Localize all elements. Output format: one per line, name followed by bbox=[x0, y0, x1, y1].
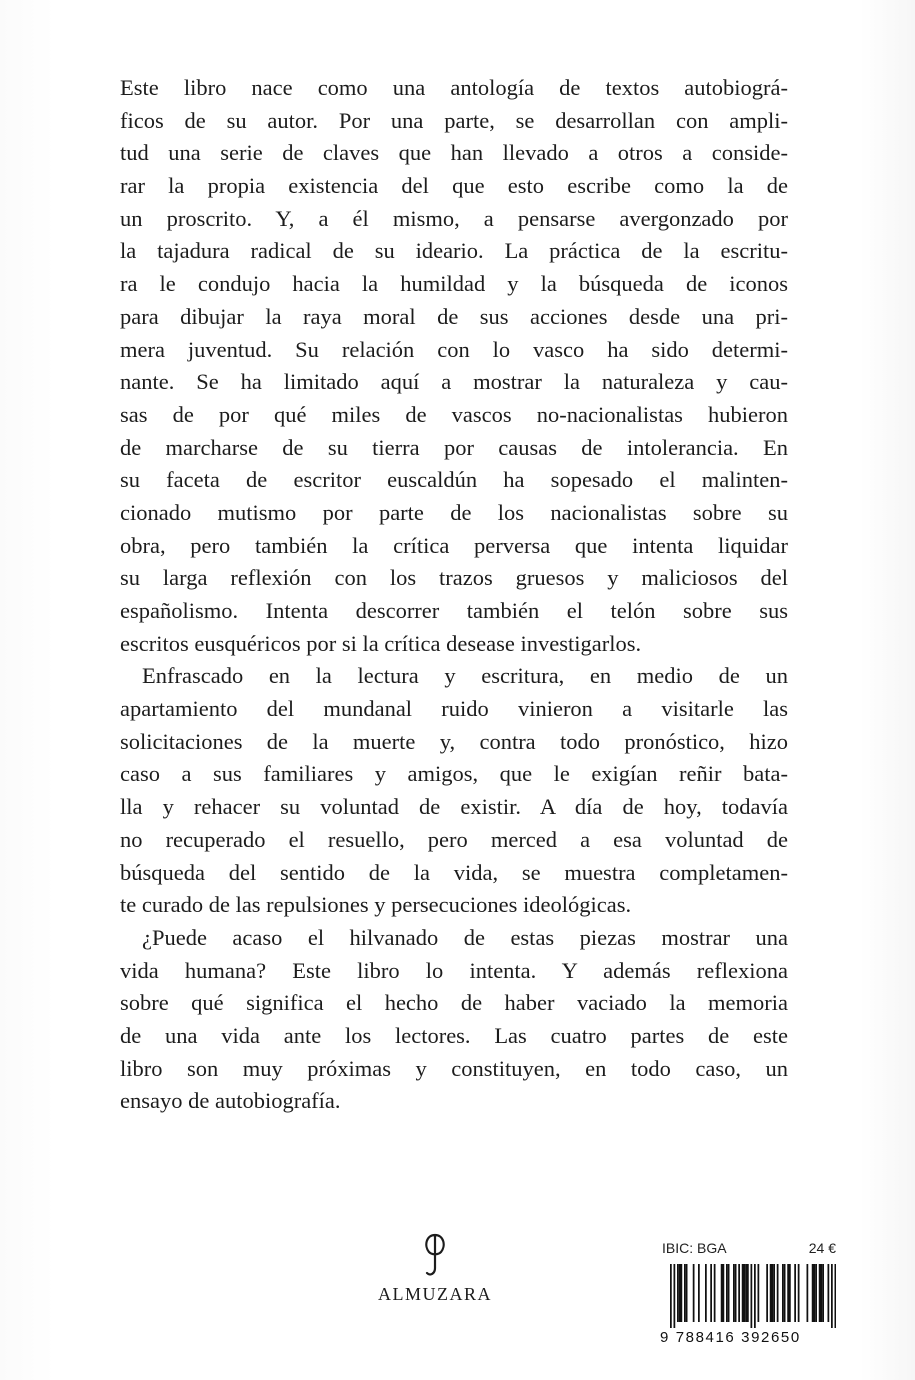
barcode-bar bbox=[745, 1264, 747, 1322]
publisher-name: ALMUZARA bbox=[378, 1284, 492, 1304]
blurb-line: apartamiento del mundanal ruido vinieron a visitarle las bbox=[120, 696, 788, 722]
blurb-line: Enfrascado en la lectura y escritura, en medio de un bbox=[142, 663, 788, 689]
blurb-line: caso a sus familiares y amigos, que le exigían reñir bata- bbox=[120, 761, 788, 787]
barcode-bar bbox=[728, 1264, 730, 1322]
barcode-bar bbox=[679, 1264, 681, 1322]
blurb-line: su faceta de escritor euscaldún ha sopesado el malinten- bbox=[120, 467, 788, 493]
blurb-line: ¿Puede acaso el hilvanado de estas piezas mostrar una bbox=[142, 924, 788, 950]
barcode-bar bbox=[681, 1264, 683, 1322]
barcode-bar bbox=[770, 1264, 772, 1322]
blurb-line: lla y rehacer su voluntad de existir. A día de hoy, todavía bbox=[120, 794, 788, 820]
barcode-header bbox=[660, 1238, 840, 1258]
barcode-bar bbox=[705, 1264, 707, 1322]
barcode-bar bbox=[758, 1264, 760, 1322]
barcode-bar bbox=[822, 1264, 824, 1322]
blurb-line: te curado de las repulsiones y persecuciones ideológicas. bbox=[120, 892, 632, 918]
barcode-bar bbox=[819, 1264, 821, 1322]
isbn-barcode bbox=[660, 1238, 840, 1348]
blurb-line: vida humana? Este libro lo intenta. Y además reflexiona bbox=[120, 957, 788, 983]
blurb-line: un proscrito. Y, a él mismo, a pensarse avergonzado por bbox=[120, 205, 788, 231]
barcode-bar bbox=[772, 1264, 774, 1322]
blurb-line: sobre qué significa el hecho de haber vaciado la memoria bbox=[120, 990, 788, 1016]
barcode-digits: 9 788416 392650 bbox=[660, 1329, 801, 1346]
barcode-bar bbox=[714, 1264, 716, 1322]
almuzara-logo-icon bbox=[420, 1232, 450, 1278]
barcode-bar bbox=[738, 1264, 740, 1322]
barcode-bar bbox=[821, 1264, 823, 1322]
barcode-bar bbox=[814, 1264, 816, 1322]
barcode-bar bbox=[794, 1264, 796, 1322]
barcode-bar bbox=[735, 1264, 737, 1322]
barcode-bar bbox=[754, 1264, 756, 1328]
barcode-bar bbox=[789, 1264, 791, 1322]
barcode-bar bbox=[670, 1264, 672, 1328]
barcode-bar bbox=[766, 1264, 768, 1322]
blurb-line: ra le condujo hacia la humildad y la búsqueda de iconos bbox=[120, 271, 788, 297]
barcode-bar bbox=[831, 1264, 833, 1328]
blurb-line: búsqueda del sentido de la vida, se muestra completamen- bbox=[120, 859, 788, 885]
barcode-bar bbox=[747, 1264, 749, 1322]
price-label: 24 € bbox=[808, 1240, 836, 1256]
blurb-line: tud una serie de claves que han llevado a otros a conside- bbox=[120, 140, 788, 166]
barcode-bar bbox=[828, 1264, 830, 1322]
barcode-bar bbox=[807, 1264, 809, 1322]
blurb-paragraph bbox=[120, 922, 788, 1118]
blurb-line: Este libro nace como una antología de textos autobiográ- bbox=[120, 75, 788, 100]
barcode-bar bbox=[751, 1264, 753, 1328]
blurb-line: sas de por qué miles de vascos no-nacionalistas hubieron bbox=[120, 401, 788, 427]
blurb-line: rar la propia existencia del que esto escribe como la de bbox=[120, 173, 788, 199]
blurb-line: para dibujar la raya moral de sus acciones desde una pri- bbox=[120, 303, 788, 329]
barcode-bar bbox=[798, 1264, 800, 1322]
blurb-line: su larga reflexión con los trazos gruesos y maliciosos del bbox=[120, 565, 788, 591]
blurb-line: obra, pero también la crítica perversa que intenta liquidar bbox=[120, 532, 788, 558]
blurb-paragraph bbox=[120, 660, 788, 922]
ibic-code: IBIC: BGA bbox=[662, 1240, 727, 1256]
blurb-line: ficos de su autor. Por una parte, se desarrollan con ampli- bbox=[120, 107, 788, 133]
blurb-line: nante. Se ha limitado aquí a mostrar la naturaleza y cau- bbox=[120, 369, 788, 395]
barcode-bar bbox=[777, 1264, 779, 1322]
blurb-line: españolismo. Intenta descorrer también el telón sobre sus bbox=[120, 598, 788, 623]
barcode-bar bbox=[726, 1264, 728, 1322]
blurb-line: de una vida ante los lectores. Las cuatro partes de este bbox=[120, 1022, 788, 1048]
blurb-paragraph bbox=[120, 72, 788, 660]
barcode-bar bbox=[698, 1264, 700, 1322]
barcode-bars bbox=[660, 1264, 836, 1328]
barcode-bar bbox=[684, 1264, 686, 1322]
blurb-line: ensayo de autobiografía. bbox=[120, 1088, 341, 1114]
barcode-bar bbox=[744, 1264, 746, 1322]
blurb-line: la tajadura radical de su ideario. La práctica de la escritu- bbox=[120, 238, 788, 264]
blurb-line: escritos eusquéricos por si la crítica desease investigarlos. bbox=[120, 630, 642, 656]
barcode-bar bbox=[686, 1264, 688, 1322]
barcode-bar bbox=[787, 1264, 789, 1322]
barcode-bar bbox=[693, 1264, 695, 1322]
barcode-bar bbox=[812, 1264, 814, 1322]
barcode-bar bbox=[742, 1264, 744, 1322]
barcode-bar bbox=[782, 1264, 784, 1322]
publisher-logo bbox=[360, 1232, 510, 1305]
barcode-bar bbox=[710, 1264, 712, 1322]
blurb-line: de marcharse de su tierra por causas de intolerancia. En bbox=[120, 434, 788, 460]
blurb-line: cionado mutismo por parte de los nacionalistas sobre su bbox=[120, 499, 788, 525]
barcode-bar bbox=[773, 1264, 775, 1322]
barcode-bar bbox=[723, 1264, 725, 1322]
blurb-line: no recuperado el resuello, pero merced a esa voluntad de bbox=[120, 826, 788, 852]
barcode-bar bbox=[721, 1264, 723, 1322]
blurb-text bbox=[120, 72, 788, 1118]
barcode-bar bbox=[784, 1264, 786, 1322]
blurb-line: mera juventud. Su relación con lo vasco ha sido determi- bbox=[120, 336, 788, 362]
blurb-line: libro son muy próximas y constituyen, en todo caso, un bbox=[120, 1055, 788, 1081]
barcode-bar bbox=[835, 1264, 837, 1328]
barcode-bar bbox=[815, 1264, 817, 1322]
blurb-line: solicitaciones de la muerte y, contra todo pronóstico, hizo bbox=[120, 728, 788, 754]
barcode-bar bbox=[674, 1264, 676, 1328]
barcode-bar bbox=[733, 1264, 735, 1322]
barcode-bar bbox=[677, 1264, 679, 1322]
